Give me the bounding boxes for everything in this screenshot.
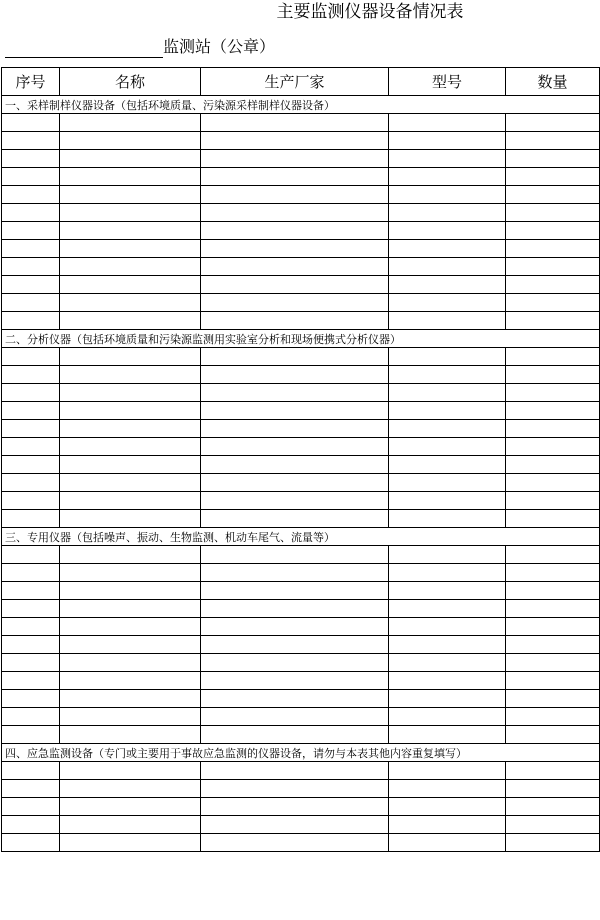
name-cell[interactable] (60, 348, 201, 366)
table-row (2, 636, 600, 654)
model-cell[interactable] (389, 726, 506, 744)
quantity-cell[interactable] (506, 582, 600, 600)
col-header-name: 名称 (60, 68, 201, 96)
table-row (2, 672, 600, 690)
manufacturer-cell[interactable] (201, 618, 389, 636)
table-row (2, 420, 600, 438)
quantity-cell[interactable] (506, 780, 600, 798)
quantity-cell[interactable] (506, 834, 600, 852)
model-cell[interactable] (389, 456, 506, 474)
index-cell[interactable] (2, 798, 60, 816)
station-line (5, 36, 275, 58)
manufacturer-cell[interactable] (201, 726, 389, 744)
manufacturer-cell[interactable] (201, 294, 389, 312)
quantity-cell[interactable] (506, 114, 600, 132)
quantity-cell[interactable] (506, 222, 600, 240)
table-row (2, 132, 600, 150)
quantity-cell[interactable] (506, 438, 600, 456)
model-cell[interactable] (389, 312, 506, 330)
manufacturer-cell[interactable] (201, 168, 389, 186)
index-cell[interactable] (2, 780, 60, 798)
table-row (2, 168, 600, 186)
index-cell[interactable] (2, 600, 60, 618)
index-cell[interactable] (2, 402, 60, 420)
name-cell[interactable] (60, 762, 201, 780)
name-cell[interactable] (60, 708, 201, 726)
index-cell[interactable] (2, 258, 60, 276)
manufacturer-cell[interactable] (201, 132, 389, 150)
manufacturer-cell[interactable] (201, 204, 389, 222)
manufacturer-cell[interactable] (201, 258, 389, 276)
model-cell[interactable] (389, 438, 506, 456)
quantity-cell[interactable] (506, 366, 600, 384)
manufacturer-cell[interactable] (201, 564, 389, 582)
index-cell[interactable] (2, 132, 60, 150)
manufacturer-cell[interactable] (201, 150, 389, 168)
index-cell[interactable] (2, 708, 60, 726)
model-cell[interactable] (389, 780, 506, 798)
index-cell[interactable] (2, 366, 60, 384)
manufacturer-cell[interactable] (201, 384, 389, 402)
name-cell[interactable] (60, 456, 201, 474)
index-cell[interactable] (2, 654, 60, 672)
model-cell[interactable] (389, 654, 506, 672)
table-row (2, 546, 600, 564)
manufacturer-cell[interactable] (201, 600, 389, 618)
name-cell[interactable] (60, 258, 201, 276)
manufacturer-cell[interactable] (201, 582, 389, 600)
manufacturer-cell[interactable] (201, 546, 389, 564)
index-cell[interactable] (2, 456, 60, 474)
model-cell[interactable] (389, 384, 506, 402)
quantity-cell[interactable] (506, 564, 600, 582)
model-cell[interactable] (389, 366, 506, 384)
name-cell[interactable] (60, 420, 201, 438)
model-cell[interactable] (389, 240, 506, 258)
name-cell[interactable] (60, 294, 201, 312)
name-cell[interactable] (60, 402, 201, 420)
manufacturer-cell[interactable] (201, 186, 389, 204)
model-cell[interactable] (389, 672, 506, 690)
model-cell[interactable] (389, 564, 506, 582)
model-cell[interactable] (389, 132, 506, 150)
quantity-cell[interactable] (506, 384, 600, 402)
table-row (2, 474, 600, 492)
name-cell[interactable] (60, 312, 201, 330)
index-cell[interactable] (2, 114, 60, 132)
table-row (2, 150, 600, 168)
model-cell[interactable] (389, 762, 506, 780)
page-title: 主要监测仪器设备情况表 (276, 2, 464, 22)
index-cell[interactable] (2, 510, 60, 528)
col-header-quantity: 数量 (506, 68, 600, 96)
manufacturer-cell[interactable] (201, 312, 389, 330)
quantity-cell[interactable] (506, 204, 600, 222)
col-header-index: 序号 (2, 68, 60, 96)
table-row (2, 762, 600, 780)
quantity-cell[interactable] (506, 690, 600, 708)
model-cell[interactable] (389, 420, 506, 438)
table-row (2, 690, 600, 708)
table-row (2, 834, 600, 852)
model-cell[interactable] (389, 618, 506, 636)
index-cell[interactable] (2, 222, 60, 240)
table-row (2, 618, 600, 636)
model-cell[interactable] (389, 294, 506, 312)
name-cell[interactable] (60, 492, 201, 510)
name-cell[interactable] (60, 114, 201, 132)
table-row (2, 384, 600, 402)
quantity-cell[interactable] (506, 762, 600, 780)
table-row (2, 222, 600, 240)
manufacturer-cell[interactable] (201, 348, 389, 366)
manufacturer-cell[interactable] (201, 114, 389, 132)
manufacturer-cell[interactable] (201, 708, 389, 726)
quantity-cell[interactable] (506, 132, 600, 150)
manufacturer-cell[interactable] (201, 276, 389, 294)
model-cell[interactable] (389, 816, 506, 834)
index-cell[interactable] (2, 204, 60, 222)
table-row (2, 276, 600, 294)
equipment-table (1, 67, 600, 852)
name-cell[interactable] (60, 672, 201, 690)
manufacturer-cell[interactable] (201, 510, 389, 528)
quantity-cell[interactable] (506, 276, 600, 294)
index-cell[interactable] (2, 294, 60, 312)
name-cell[interactable] (60, 150, 201, 168)
table-row (2, 600, 600, 618)
manufacturer-cell[interactable] (201, 420, 389, 438)
index-cell[interactable] (2, 438, 60, 456)
table-row (2, 258, 600, 276)
index-cell[interactable] (2, 420, 60, 438)
section-label: 四、应急监测设备（专门或主要用于事故应急监测的仪器设备，请勿与本表其他内容重复填写） (2, 744, 600, 762)
table-body (2, 96, 600, 852)
index-cell[interactable] (2, 240, 60, 258)
quantity-cell[interactable] (506, 636, 600, 654)
index-cell[interactable] (2, 726, 60, 744)
manufacturer-cell[interactable] (201, 816, 389, 834)
index-cell[interactable] (2, 150, 60, 168)
quantity-cell[interactable] (506, 816, 600, 834)
name-cell[interactable] (60, 834, 201, 852)
table-row (2, 456, 600, 474)
index-cell[interactable] (2, 564, 60, 582)
index-cell[interactable] (2, 348, 60, 366)
model-cell[interactable] (389, 546, 506, 564)
table-row (2, 708, 600, 726)
model-cell[interactable] (389, 474, 506, 492)
model-cell[interactable] (389, 114, 506, 132)
name-cell[interactable] (60, 654, 201, 672)
manufacturer-cell[interactable] (201, 438, 389, 456)
quantity-cell[interactable] (506, 294, 600, 312)
index-cell[interactable] (2, 276, 60, 294)
model-cell[interactable] (389, 636, 506, 654)
model-cell[interactable] (389, 186, 506, 204)
model-cell[interactable] (389, 798, 506, 816)
quantity-cell[interactable] (506, 240, 600, 258)
table-row (2, 114, 600, 132)
section-header-row (2, 96, 600, 114)
table-row (2, 294, 600, 312)
name-cell[interactable] (60, 168, 201, 186)
model-cell[interactable] (389, 834, 506, 852)
quantity-cell[interactable] (506, 510, 600, 528)
name-cell[interactable] (60, 816, 201, 834)
name-cell[interactable] (60, 780, 201, 798)
col-header-model: 型号 (389, 68, 506, 96)
index-cell[interactable] (2, 834, 60, 852)
model-cell[interactable] (389, 222, 506, 240)
model-cell[interactable] (389, 510, 506, 528)
quantity-cell[interactable] (506, 402, 600, 420)
index-cell[interactable] (2, 312, 60, 330)
index-cell[interactable] (2, 492, 60, 510)
section-header-row (2, 744, 600, 762)
quantity-cell[interactable] (506, 474, 600, 492)
index-cell[interactable] (2, 618, 60, 636)
manufacturer-cell[interactable] (201, 402, 389, 420)
model-cell[interactable] (389, 402, 506, 420)
section-header-row (2, 330, 600, 348)
model-cell[interactable] (389, 258, 506, 276)
manufacturer-cell[interactable] (201, 636, 389, 654)
table-row (2, 240, 600, 258)
table-row (2, 402, 600, 420)
model-cell[interactable] (389, 276, 506, 294)
name-cell[interactable] (60, 186, 201, 204)
name-cell[interactable] (60, 438, 201, 456)
station-label: 监测站（公章） (163, 37, 276, 56)
manufacturer-cell[interactable] (201, 834, 389, 852)
manufacturer-cell[interactable] (201, 474, 389, 492)
model-cell[interactable] (389, 150, 506, 168)
manufacturer-cell[interactable] (201, 798, 389, 816)
station-name-blank[interactable] (5, 41, 163, 58)
name-cell[interactable] (60, 726, 201, 744)
name-cell[interactable] (60, 798, 201, 816)
model-cell[interactable] (389, 600, 506, 618)
index-cell[interactable] (2, 168, 60, 186)
manufacturer-cell[interactable] (201, 690, 389, 708)
quantity-cell[interactable] (506, 600, 600, 618)
table-row (2, 510, 600, 528)
manufacturer-cell[interactable] (201, 492, 389, 510)
name-cell[interactable] (60, 582, 201, 600)
quantity-cell[interactable] (506, 492, 600, 510)
name-cell[interactable] (60, 636, 201, 654)
table-row (2, 726, 600, 744)
model-cell[interactable] (389, 348, 506, 366)
name-cell[interactable] (60, 564, 201, 582)
quantity-cell[interactable] (506, 456, 600, 474)
quantity-cell[interactable] (506, 654, 600, 672)
manufacturer-cell[interactable] (201, 780, 389, 798)
table-row (2, 492, 600, 510)
index-cell[interactable] (2, 546, 60, 564)
table-row (2, 780, 600, 798)
table-row (2, 438, 600, 456)
quantity-cell[interactable] (506, 708, 600, 726)
model-cell[interactable] (389, 690, 506, 708)
name-cell[interactable] (60, 546, 201, 564)
model-cell[interactable] (389, 204, 506, 222)
quantity-cell[interactable] (506, 186, 600, 204)
table-row (2, 366, 600, 384)
index-cell[interactable] (2, 816, 60, 834)
name-cell[interactable] (60, 618, 201, 636)
name-cell[interactable] (60, 690, 201, 708)
name-cell[interactable] (60, 240, 201, 258)
table-row (2, 348, 600, 366)
table-row (2, 654, 600, 672)
manufacturer-cell[interactable] (201, 762, 389, 780)
index-cell[interactable] (2, 186, 60, 204)
quantity-cell[interactable] (506, 150, 600, 168)
quantity-cell[interactable] (506, 312, 600, 330)
quantity-cell[interactable] (506, 258, 600, 276)
name-cell[interactable] (60, 384, 201, 402)
header-row (2, 68, 600, 96)
name-cell[interactable] (60, 276, 201, 294)
model-cell[interactable] (389, 168, 506, 186)
quantity-cell[interactable] (506, 618, 600, 636)
table-row (2, 816, 600, 834)
section-header-row (2, 528, 600, 546)
name-cell[interactable] (60, 600, 201, 618)
table-row (2, 798, 600, 816)
quantity-cell[interactable] (506, 798, 600, 816)
table-row (2, 564, 600, 582)
table-row (2, 186, 600, 204)
index-cell[interactable] (2, 474, 60, 492)
name-cell[interactable] (60, 222, 201, 240)
col-header-manufacturer: 生产厂家 (201, 68, 389, 96)
section-label: 二、分析仪器（包括环境质量和污染源监测用实验室分析和现场便携式分析仪器） (2, 330, 600, 348)
quantity-cell[interactable] (506, 726, 600, 744)
manufacturer-cell[interactable] (201, 654, 389, 672)
name-cell[interactable] (60, 204, 201, 222)
quantity-cell[interactable] (506, 672, 600, 690)
manufacturer-cell[interactable] (201, 456, 389, 474)
manufacturer-cell[interactable] (201, 240, 389, 258)
index-cell[interactable] (2, 762, 60, 780)
index-cell[interactable] (2, 636, 60, 654)
name-cell[interactable] (60, 366, 201, 384)
quantity-cell[interactable] (506, 420, 600, 438)
quantity-cell[interactable] (506, 546, 600, 564)
index-cell[interactable] (2, 384, 60, 402)
table-row (2, 204, 600, 222)
manufacturer-cell[interactable] (201, 222, 389, 240)
model-cell[interactable] (389, 582, 506, 600)
index-cell[interactable] (2, 690, 60, 708)
index-cell[interactable] (2, 672, 60, 690)
section-label: 一、采样制样仪器设备（包括环境质量、污染源采样制样仪器设备） (2, 96, 600, 114)
name-cell[interactable] (60, 132, 201, 150)
manufacturer-cell[interactable] (201, 366, 389, 384)
model-cell[interactable] (389, 492, 506, 510)
quantity-cell[interactable] (506, 168, 600, 186)
name-cell[interactable] (60, 474, 201, 492)
table-row (2, 312, 600, 330)
name-cell[interactable] (60, 510, 201, 528)
index-cell[interactable] (2, 582, 60, 600)
table-row (2, 582, 600, 600)
model-cell[interactable] (389, 708, 506, 726)
section-label: 三、专用仪器（包括噪声、振动、生物监测、机动车尾气、流量等） (2, 528, 600, 546)
manufacturer-cell[interactable] (201, 672, 389, 690)
quantity-cell[interactable] (506, 348, 600, 366)
